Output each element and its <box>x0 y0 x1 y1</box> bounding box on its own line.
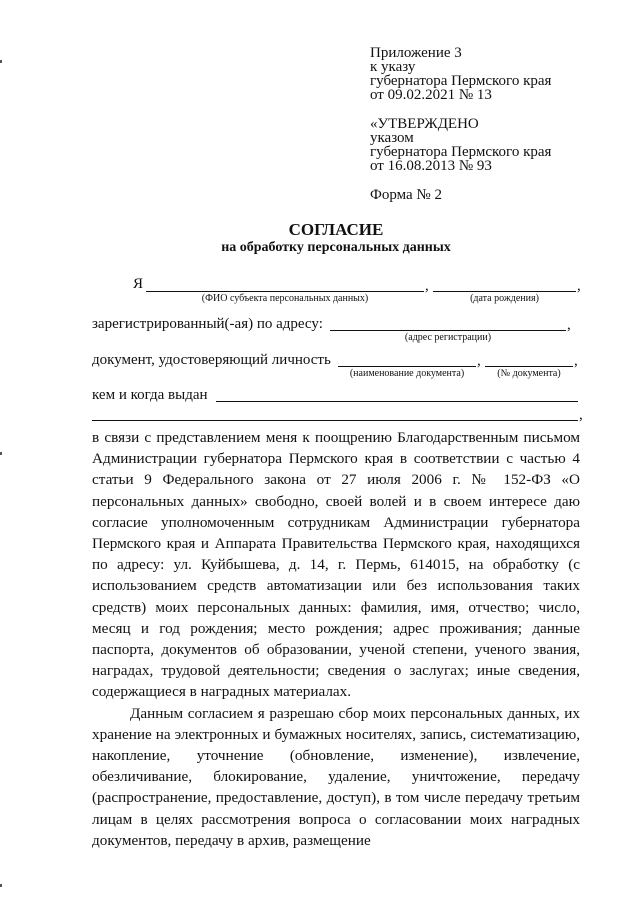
approval-line: «УТВЕРЖДЕНО <box>370 116 479 132</box>
approval-line: губернатора Пермского края <box>370 144 552 160</box>
comma: , <box>574 353 578 369</box>
document-label: документ, удостоверяющий личность <box>92 352 331 368</box>
appendix-line: губернатора Пермского края <box>370 73 552 89</box>
birth-date-field[interactable] <box>433 291 576 292</box>
comma: , <box>567 317 571 333</box>
appendix-line: от 09.02.2021 № 13 <box>370 87 492 103</box>
fio-field[interactable] <box>146 291 424 292</box>
appendix-line: к указу <box>370 59 416 75</box>
comma: , <box>477 353 481 369</box>
approval-stamp <box>370 117 551 173</box>
issued-by-continuation-field[interactable] <box>92 420 578 421</box>
scan-mark <box>0 884 2 887</box>
birth-date-caption: (дата рождения) <box>470 293 539 304</box>
document-number-caption: (№ документа) <box>497 368 561 379</box>
issued-by-field[interactable] <box>216 401 578 402</box>
approval-line: от 16.08.2013 № 93 <box>370 158 492 174</box>
document-title: СОГЛАСИЕ <box>288 220 384 239</box>
document-name-field[interactable] <box>338 366 476 367</box>
issued-label: кем и когда выдан <box>92 387 208 403</box>
address-field[interactable] <box>330 330 566 331</box>
i-label: Я <box>133 276 144 292</box>
appendix-line: Приложение 3 <box>370 45 462 61</box>
form-number: Форма № 2 <box>370 187 442 203</box>
scan-mark <box>0 452 2 455</box>
appendix-header <box>370 46 551 102</box>
document-number-field[interactable] <box>485 366 573 367</box>
consent-paragraph: Данным согласием я разрешаю сбор моих персональных данных, их хранение на электронных и бумажных носителях, запись, систематизацию, накопление, уточнение (обновление, изменение), извлечение, обезличивание, блокирование, удаление, уничтожение, передачу (распространение, предоставление, доступ), в том числе передачу третьим лицам в целях рассмотрения вопроса о согласовании моих наградных документов, передачу в архив, размещение <box>92 704 580 849</box>
consent-body <box>92 427 580 851</box>
comma: , <box>579 407 583 423</box>
document-subtitle: на обработку персональных данных <box>221 240 451 255</box>
consent-paragraph: в связи с представлением меня к поощрению Благодарственным письмом Администрации губернатора Пермского края в соответствии с частью 4 статьи 9 Федерального закона от 27 июля 2006 г. № 152-ФЗ «О персональных данных» свободно, своей волей и в своем интересе даю согласие уполномоченным сотрудникам Администрации губернатора Пермского края и Аппарата Правительства Пермского края, находящихся по адресу: ул. Куйбышева, д. 14, г. Пермь, 614015, на обработку (с использованием средств автоматизации или без использования таких средств) моих персональных данных: фамилия, имя, отчество; число, месяц и год рождения; место рождения; адрес проживания; данные паспорта, документов об образовании, ученой степени, ученого звания, наградах, трудовой деятельности; сведения о заслугах; иные сведения, содержащиеся в наградных материалах. <box>92 429 580 701</box>
fio-caption: (ФИО субъекта персональных данных) <box>201 293 369 304</box>
registered-label: зарегистрированный(-ая) по адресу: <box>92 316 323 332</box>
address-caption: (адрес регистрации) <box>404 332 492 343</box>
approval-line: указом <box>370 130 414 146</box>
scan-mark <box>0 60 2 63</box>
comma: , <box>577 278 581 294</box>
document-name-caption: (наименование документа) <box>349 368 465 379</box>
comma: , <box>425 278 429 294</box>
